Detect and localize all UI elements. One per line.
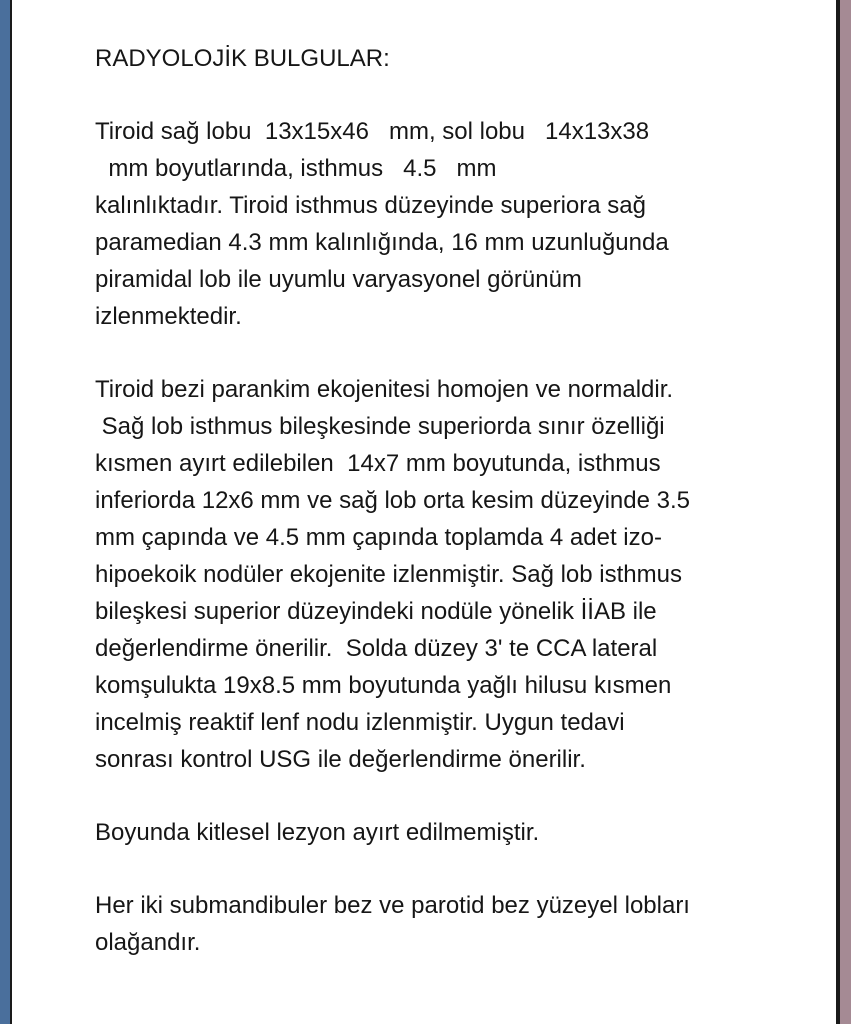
right-window-edge xyxy=(840,0,851,1024)
paragraph-spacer xyxy=(95,77,815,113)
text-line: Tiroid sağ lobu 13x15x46 mm, sol lobu 14x13x38 xyxy=(95,118,650,145)
text-line: kısmen ayırt edilebilen 14x7 mm boyutunda, isthmus xyxy=(95,450,661,477)
paragraph-spacer xyxy=(95,778,815,814)
text-line: mm çapında ve 4.5 mm çapında toplamda 4 adet izo- xyxy=(95,524,662,551)
text-line: komşulukta 19x8.5 mm boyutunda yağlı hilusu kısmen xyxy=(95,672,672,699)
paragraph-spacer xyxy=(95,851,815,887)
text-line: Sağ lob isthmus bileşkesinde superiorda sınır özelliği xyxy=(95,413,665,440)
text-line: mm boyutlarında, isthmus 4.5 mm xyxy=(95,155,497,182)
text-line: Her iki submandibuler bez ve parotid bez yüzeyel lobları xyxy=(95,892,690,919)
report-paragraph-glands xyxy=(95,887,815,961)
text-line: izlenmektedir. xyxy=(95,303,242,330)
report-paragraph-thyroid-dimensions xyxy=(95,113,815,335)
report-paragraph-neck xyxy=(95,814,815,851)
radiology-report xyxy=(95,40,815,961)
text-line: Boyunda kitlesel lezyon ayırt edilmemiştir. xyxy=(95,819,540,846)
text-line: bileşkesi superior düzeyindeki nodüle yönelik İİAB ile xyxy=(95,598,657,625)
text-line: sonrası kontrol USG ile değerlendirme önerilir. xyxy=(95,746,586,773)
text-line: Tiroid bezi parankim ekojenitesi homojen ve normaldir. xyxy=(95,376,674,403)
text-line: olağandır. xyxy=(95,929,201,956)
text-line: paramedian 4.3 mm kalınlığında, 16 mm uzunluğunda xyxy=(95,229,669,256)
report-heading: RADYOLOJİK BULGULAR: xyxy=(95,45,390,72)
document-page xyxy=(12,0,836,1024)
text-line: inferiorda 12x6 mm ve sağ lob orta kesim düzeyinde 3.5 xyxy=(95,487,690,514)
text-line: kalınlıktadır. Tiroid isthmus düzeyinde superiora sağ xyxy=(95,192,646,219)
text-line: incelmiş reaktif lenf nodu izlenmiştir. Uygun tedavi xyxy=(95,709,625,736)
text-line: değerlendirme önerilir. Solda düzey 3' te CCA lateral xyxy=(95,635,658,662)
left-window-edge xyxy=(0,0,10,1024)
text-line: piramidal lob ile uyumlu varyasyonel görünüm xyxy=(95,266,582,293)
text-line: hipoekoik nodüler ekojenite izlenmiştir. Sağ lob isthmus xyxy=(95,561,682,588)
report-paragraph-nodules xyxy=(95,371,815,778)
paragraph-spacer xyxy=(95,335,815,371)
